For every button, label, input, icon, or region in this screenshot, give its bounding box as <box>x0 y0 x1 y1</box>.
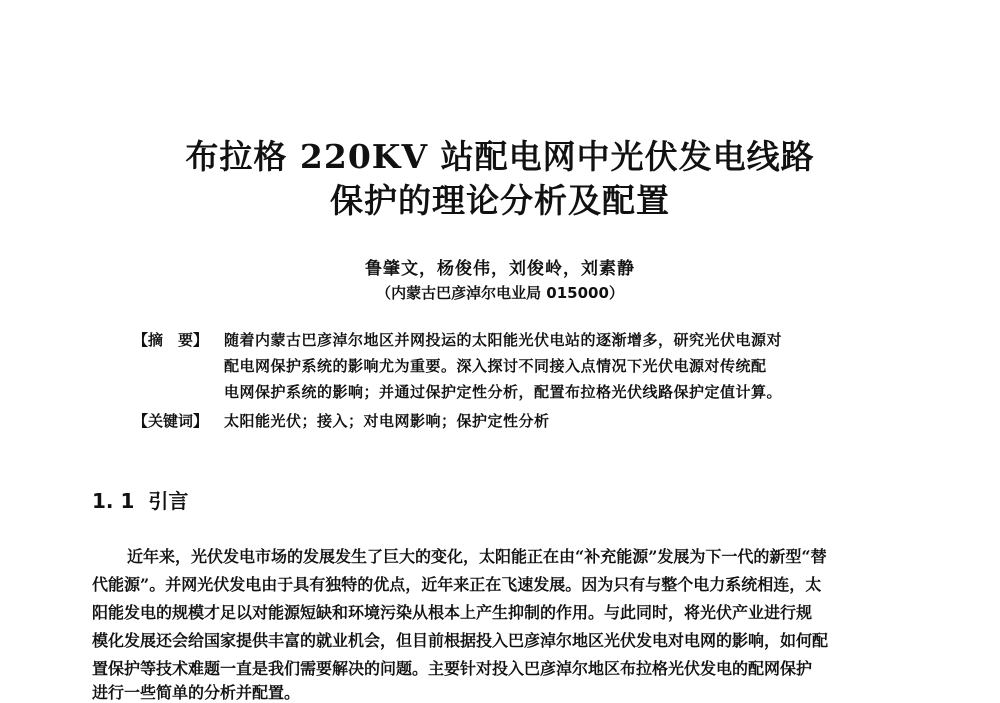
body-text-line: 阳能发电的规模才足以对能源短缺和环境污染从根本上产生抑制的作用。与此同时，将光伏产业进行规 <box>92 603 813 622</box>
author-list: 鲁肇文，杨俊伟，刘俊岭，刘素静 <box>365 259 635 279</box>
abstract-line: 随着内蒙古巴彦淖尔地区并网投运的太阳能光伏电站的逐渐增多，研究光伏电源对 <box>224 331 783 349</box>
affiliation: （内蒙古巴彦淖尔电业局 015000） <box>376 284 624 302</box>
body-text-line: 模化发展还会给国家提供丰富的就业机会，但目前根据投入巴彦淖尔地区光伏发电对电网的影响，如何配 <box>92 631 829 650</box>
abstract-label: 【摘 要】 <box>133 331 209 349</box>
section-heading <box>92 485 188 514</box>
section-title: 引言 <box>148 489 189 513</box>
paper-title-line-1: 布拉格 220KV 站配电网中光伏发电线路 <box>185 137 815 176</box>
abstract-line: 配电网保护系统的影响尤为重要。深入探讨不同接入点情况下光伏电源对传统配 <box>224 357 767 375</box>
body-text-line: 置保护等技术难题一直是我们需要解决的问题。主要针对投入巴彦淖尔地区布拉格光伏发电的配网保护 <box>92 659 813 678</box>
keywords-text: 太阳能光伏；接入；对电网影响；保护定性分析 <box>224 412 550 430</box>
abstract-line: 电网保护系统的影响；并通过保护定性分析，配置布拉格光伏线路保护定值计算。 <box>224 383 783 401</box>
paper-title-line-2: 保护的理论分析及配置 <box>330 181 670 220</box>
section-number: 1. 1 <box>92 489 135 513</box>
body-text-line: 代能源”。并网光伏发电由于具有独特的优点，近年来正在飞速发展。因为只有与整个电力系统相连，太 <box>92 575 822 594</box>
keywords-label: 【关键词】 <box>133 412 209 430</box>
body-text-line: 近年来，光伏发电市场的发展发生了巨大的变化，太阳能正在由“补充能源”发展为下一代的新型“替 <box>127 547 827 566</box>
body-text-line: 进行一些简单的分析并配置。 <box>92 683 301 702</box>
